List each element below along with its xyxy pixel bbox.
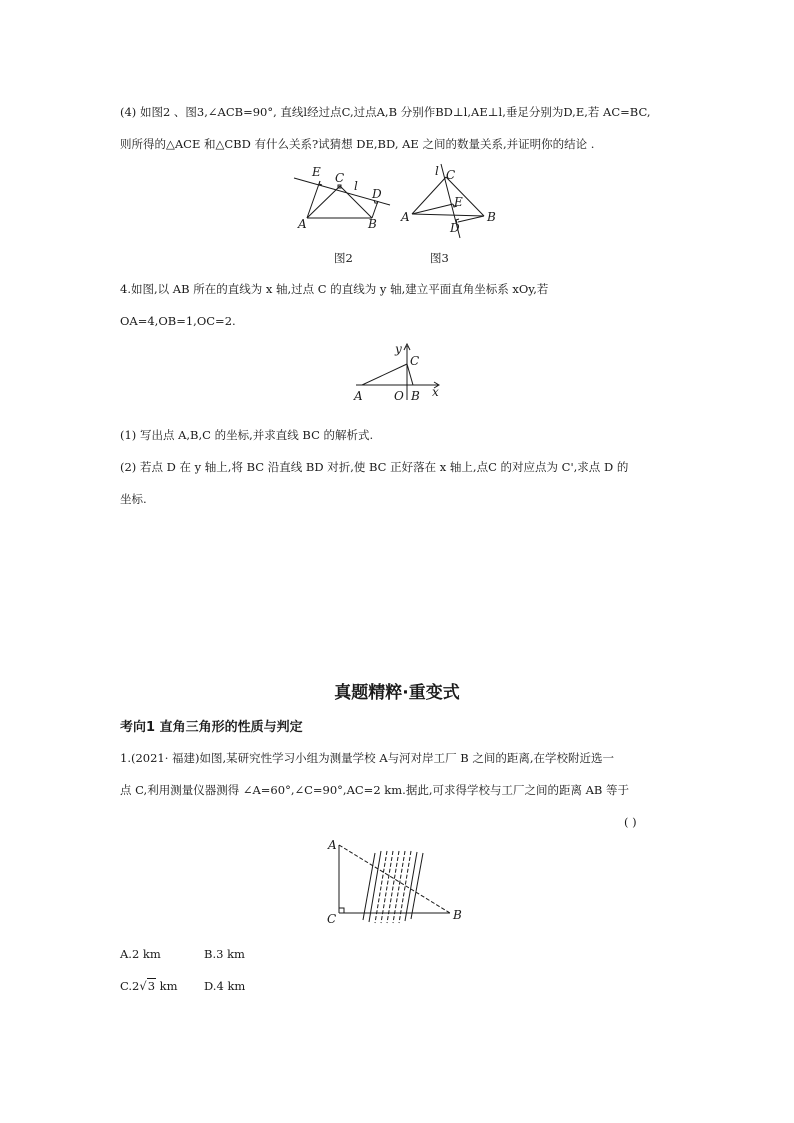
q1-option-d: D.4 km xyxy=(204,979,246,993)
q1-line2: 点 C,利用测量仪器测得 ∠A=60°,∠C=90°,AC=2 km.据此,可求得学校与工厂之间的距离 AB 等于 xyxy=(120,783,630,797)
fig3-caption: 图3 xyxy=(430,251,449,265)
q4-label-a: A xyxy=(354,389,363,403)
q1-option-c-radicand: 3 xyxy=(147,979,156,993)
fig2-label-e: E xyxy=(312,165,321,179)
q1-option-c xyxy=(120,978,178,994)
section-title: 真题精粹·重变式 xyxy=(334,683,460,703)
q1-option-a: A.2 km xyxy=(120,947,161,961)
q4-line2: OA=4,OB=1,OC=2. xyxy=(120,314,236,328)
q1-option-c-unit: km xyxy=(156,979,178,993)
fig3-label-c: C xyxy=(446,168,456,182)
figure-3 xyxy=(398,160,508,240)
q1-label-a: A xyxy=(328,838,337,852)
q4-part2-line1: (2) 若点 D 在 y 轴上,将 BC 沿直线 BD 对折,使 BC 正好落在 x 轴上,点C 的对应点为 C',求点 D 的 xyxy=(120,460,629,474)
fig2-label-l: l xyxy=(354,179,358,193)
q4-part1: (1) 写出点 A,B,C 的坐标,并求直线 BC 的解析式. xyxy=(120,428,374,442)
q4-label-o: O xyxy=(394,389,404,403)
q1-answer-bracket: ( ) xyxy=(624,815,637,829)
fig2-caption: 图2 xyxy=(334,251,353,265)
problem4-line1: (4) 如图2 、图3,∠ACB=90°, 直线l经过点C,过点A,B 分别作BD⊥l,AE⊥l,垂足分别为D,E,若 AC=BC, xyxy=(120,105,651,119)
fig3-label-b: B xyxy=(487,210,496,224)
q1-line1: 1.(2021· 福建)如图,某研究性学习小组为测量学校 A与河对岸工厂 B 之间的距离,在学校附近选一 xyxy=(120,751,615,765)
sqrt-symbol: √3 xyxy=(139,979,156,993)
fig3-label-l: l xyxy=(435,164,439,178)
q4-label-y: y xyxy=(395,342,402,356)
q4-label-b: B xyxy=(411,389,420,403)
section-heading: 考向1 直角三角形的性质与判定 xyxy=(120,720,303,735)
q1-option-c-prefix: C.2 xyxy=(120,979,140,993)
fig3-label-d: D xyxy=(450,221,460,235)
fig2-label-c: C xyxy=(335,171,345,185)
q4-line1: 4.如图,以 AB 所在的直线为 x 轴,过点 C 的直线为 y 轴,建立平面直角坐标系 xOy,若 xyxy=(120,282,549,296)
q4-label-x: x xyxy=(432,385,439,399)
q1-option-b: B.3 km xyxy=(204,947,245,961)
q1-label-c: C xyxy=(327,912,337,926)
fig2-label-b: B xyxy=(368,217,377,231)
q4-figure xyxy=(350,340,450,405)
q1-label-b: B xyxy=(453,908,462,922)
q1-figure xyxy=(325,835,475,930)
figure-2 xyxy=(290,160,400,240)
fig3-label-a: A xyxy=(401,210,410,224)
problem4-line2: 则所得的△ACE 和△CBD 有什么关系?试猜想 DE,BD, AE 之间的数量关系,并证明你的结论 . xyxy=(120,137,595,151)
q4-part2-line2: 坐标. xyxy=(120,492,147,506)
q4-label-c: C xyxy=(410,354,420,368)
fig3-label-e: E xyxy=(454,195,463,209)
fig2-label-d: D xyxy=(372,187,382,201)
fig2-label-a: A xyxy=(298,217,307,231)
